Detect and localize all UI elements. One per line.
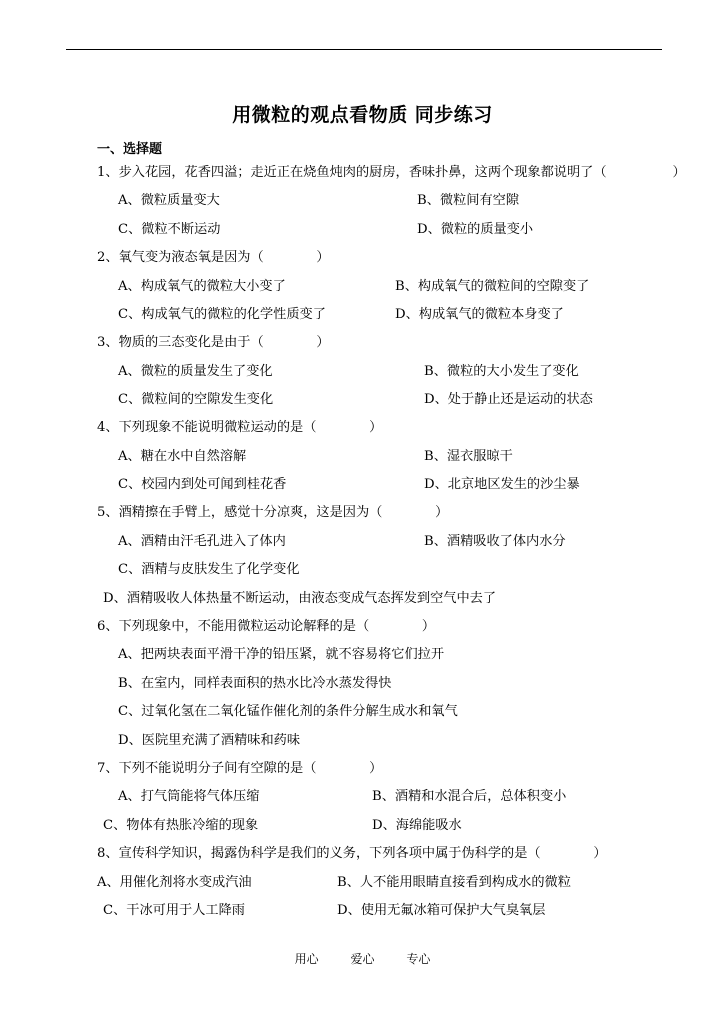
question-4-option-b: B、湿衣服晾干 bbox=[424, 449, 513, 464]
footer-text-3: 专心 bbox=[406, 952, 431, 966]
question-6-option-d: D、医院里充满了酒精味和药味 bbox=[118, 733, 301, 748]
question-4-option-c: C、校园内到处可闻到桂花香 bbox=[118, 477, 287, 492]
question-6-option-c: C、过氧化氢在二氧化锰作催化剂的条件分解生成水和氧气 bbox=[118, 704, 458, 719]
question-7-stem: 7、下列不能说明分子间有空隙的是（ ） bbox=[97, 761, 383, 776]
question-8-option-d: D、使用无氟冰箱可保护大气臭氧层 bbox=[337, 903, 546, 918]
question-7-option-b: B、酒精和水混合后，总体积变小 bbox=[372, 789, 567, 804]
page-footer bbox=[0, 950, 725, 967]
question-8-option-b: B、人不能用眼睛直接看到构成水的微粒 bbox=[337, 875, 571, 890]
question-2-stem: 2、氧气变为液态氧是因为（ ） bbox=[97, 250, 330, 265]
question-6-option-b: B、在室内，同样表面积的热水比冷水蒸发得快 bbox=[118, 676, 392, 691]
page-title: 用微粒的观点看物质 同步练习 bbox=[232, 104, 493, 126]
question-8-option-a: A、用催化剂将水变成汽油 bbox=[97, 875, 252, 890]
question-5-stem: 5、酒精擦在手臂上，感觉十分凉爽，这是因为（ ） bbox=[97, 505, 449, 520]
question-4-option-a: A、糖在水中自然溶解 bbox=[118, 449, 247, 464]
question-7-option-c: C、物体有热胀冷缩的现象 bbox=[103, 818, 259, 833]
question-7-option-a: A、打气筒能将气体压缩 bbox=[118, 789, 260, 804]
question-1-option-d: D、微粒的质量变小 bbox=[417, 222, 534, 237]
question-4-option-d: D、北京地区发生的沙尘暴 bbox=[424, 477, 580, 492]
question-5-option-c: C、酒精与皮肤发生了化学变化 bbox=[118, 562, 300, 577]
question-2-option-d: D、构成氧气的微粒本身变了 bbox=[395, 307, 564, 322]
question-1-option-b: B、微粒间有空隙 bbox=[417, 193, 520, 208]
question-3-option-a: A、微粒的质量发生了变化 bbox=[118, 364, 273, 379]
question-3-option-b: B、微粒的大小发生了变化 bbox=[424, 364, 579, 379]
header-rule bbox=[66, 49, 662, 50]
question-5-option-b: B、酒精吸收了体内水分 bbox=[424, 534, 566, 549]
question-2-option-a: A、构成氧气的微粒大小变了 bbox=[118, 279, 286, 294]
footer-text-1: 用心 bbox=[294, 952, 319, 966]
question-6-option-a: A、把两块表面平滑干净的铅压紧，就不容易将它们拉开 bbox=[118, 647, 445, 662]
footer-text-2: 爱心 bbox=[350, 952, 375, 966]
question-1-stem: 1、步入花园，花香四溢；走近正在烧鱼炖肉的厨房，香味扑鼻，这两个现象都说明了（ ） bbox=[97, 165, 686, 180]
question-1-option-a: A、微粒质量变大 bbox=[118, 193, 220, 208]
question-3-option-c: C、微粒间的空隙发生变化 bbox=[118, 392, 274, 407]
question-2-option-b: B、构成氧气的微粒间的空隙变了 bbox=[395, 279, 590, 294]
question-5-option-a: A、酒精由汗毛孔进入了体内 bbox=[118, 534, 286, 549]
question-1-option-c: C、微粒不断运动 bbox=[118, 222, 221, 237]
question-5-option-d: D、酒精吸收人体热量不断运动，由液态变成气态挥发到空气中去了 bbox=[103, 591, 497, 606]
question-6-stem: 6、下列现象中，不能用微粒运动论解释的是（ ） bbox=[97, 619, 436, 634]
question-7-option-d: D、海绵能吸水 bbox=[372, 818, 462, 833]
question-8-option-c: C、干冰可用于人工降雨 bbox=[103, 903, 245, 918]
question-4-stem: 4、下列现象不能说明微粒运动的是（ ） bbox=[97, 420, 383, 435]
question-3-stem: 3、物质的三态变化是由于（ ） bbox=[97, 335, 330, 350]
section-heading: 一、选择题 bbox=[97, 142, 163, 157]
question-2-option-c: C、构成氧气的微粒的化学性质变了 bbox=[118, 307, 326, 322]
question-8-stem: 8、宣传科学知识，揭露伪科学是我们的义务，下列各项中属于伪科学的是（ ） bbox=[97, 846, 607, 861]
question-3-option-d: D、处于静止还是运动的状态 bbox=[424, 392, 593, 407]
